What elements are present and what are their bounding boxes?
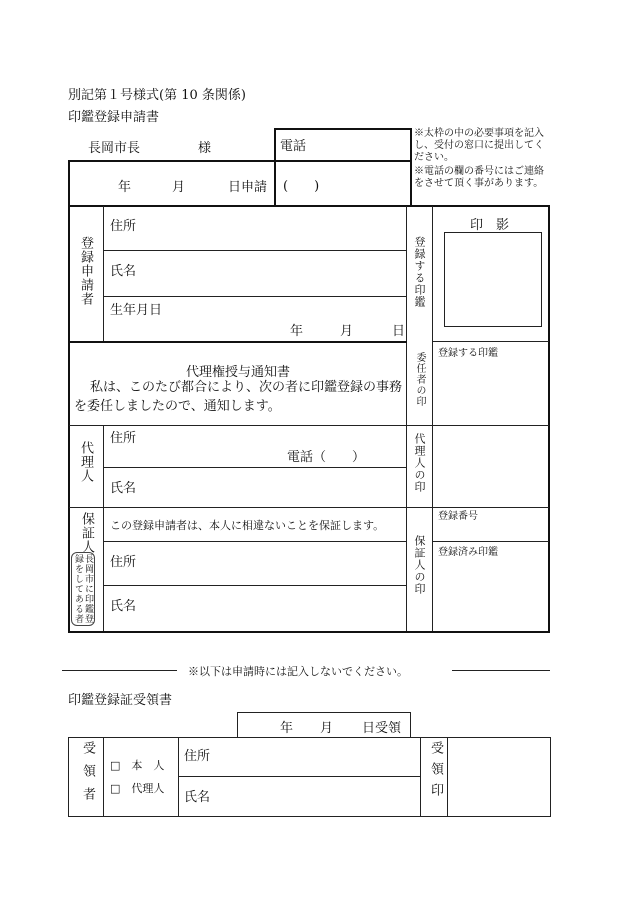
seal-impression-box [444,232,542,327]
delegator-seal-side: 委任者の印 [414,352,425,407]
birth-year: 年 [290,324,304,339]
applicant-address-label: 住所 [110,219,137,234]
agent-name-label: 氏名 [110,481,137,496]
seal-impression-label: 印 影 [470,218,510,233]
birth-month: 月 [340,324,354,339]
applicant-name-label: 氏名 [110,264,137,279]
registered-seal-label: 登録する印鑑 [438,348,498,359]
phone-parens: ( ) [283,179,320,194]
receipt-agent-check[interactable]: □ 代理人 [110,782,165,795]
receipt-self-check[interactable]: □ 本 人 [110,759,165,772]
date-year: 年 [118,180,132,195]
addressee: 長岡市長 [88,141,141,156]
registered-seal-used-label: 登録済み印鑑 [438,547,498,558]
birth-day: 日 [392,324,406,339]
receipt-seal-side: 受領印 [428,741,443,804]
receipt-month: 月 [320,721,334,736]
phone-label: 電話 [280,139,307,154]
receipt-table [68,737,551,817]
note-required: ※太枠の中の必要事項を記入し、受付の窓口に提出してください。 [414,128,544,163]
seal-side-label: 登録する印鑑 [413,236,426,308]
receipt-name-label: 氏名 [184,790,211,805]
divider-note: ※以下は申請時には記入しないでください。 [188,665,408,678]
receipt-year: 年 [280,721,294,736]
guarantor-seal-side: 保証人の印 [413,535,426,595]
receipt-title: 印鑑登録証受領書 [68,693,173,708]
agent-side-label: 代理人 [78,441,93,483]
agent-phone: 電話（ ） [287,450,366,465]
guarantor-address-label: 住所 [110,555,137,570]
guarantor-side-label: 保証人 [79,512,94,554]
guarantor-side-note: 長岡市に印鑑登録をしてある者 [73,554,93,624]
addressee-sama: 様 [198,141,212,156]
receipt-address-label: 住所 [184,749,211,764]
applicant-birth-label: 生年月日 [110,303,163,318]
date-day: 日申請 [228,180,268,195]
agent-seal-side: 代理人の印 [413,433,426,493]
date-month: 月 [172,180,186,195]
form-number: 別記第１号様式(第 10 条関係) [68,88,246,103]
agent-address-label: 住所 [110,431,137,446]
note-phone: ※電話の欄の番号にはご連絡をさせて頂く事があります。 [414,166,544,189]
applicant-side-label: 登録申請者 [78,236,93,306]
registration-number-label: 登録番号 [438,511,478,522]
form-title: 印鑑登録申請書 [68,110,160,125]
delegation-text: 私は、このたび都合により、次の者に印鑑登録の事務を委任しましたので、通知します。 [74,380,403,414]
guarantor-statement: この登録申請者は、本人に相違ないことを保証します。 [110,519,385,532]
guarantor-name-label: 氏名 [110,599,137,614]
receipt-side-label: 受領者 [80,741,95,810]
receipt-day: 日受領 [362,721,402,736]
delegation-title: 代理権授与通知書 [186,365,291,380]
